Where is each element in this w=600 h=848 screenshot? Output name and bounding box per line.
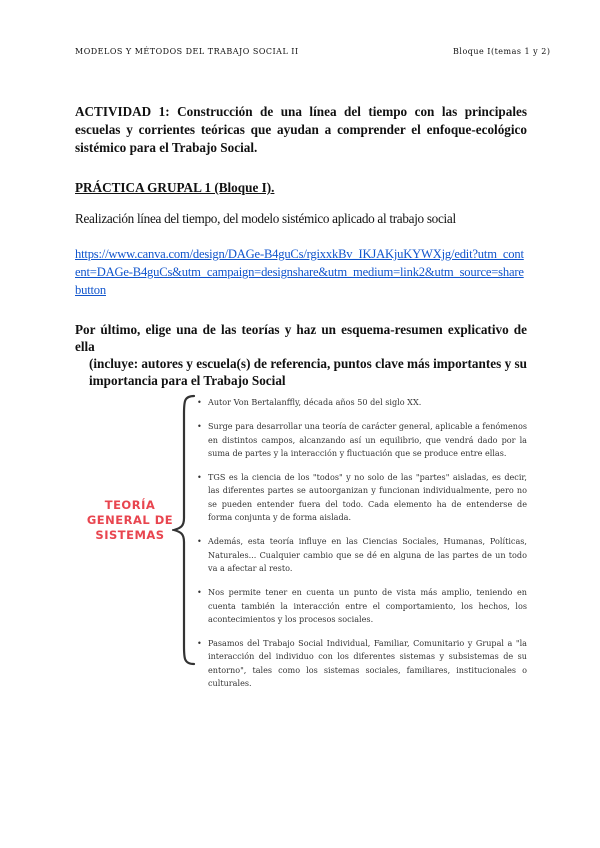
summary-bullet-list [197,396,527,690]
summary-bullet: • Autor Von Bertalanffly, década años 50 del siglo XX. [197,396,527,409]
canva-link[interactable]: https://www.canva.com/design/DAGe-B4guCs/rgixxkBv_IKJAKjuKYWXjg/edit?utm_content=DAGe-B4guCs&utm_campaign=designshare&utm_medium=link2&utm_source=sharebutton [75,247,524,297]
summary-bullet: • Nos permite tener en cuenta un punto de vista más amplio, teniendo en cuenta también la interacción entre el comportamiento, los hechos, los acontecimientos y los procesos sociales. [197,586,527,626]
summary-bullet: • Pasamos del Trabajo Social Individual, Familiar, Comunitario y Grupal a "la interacción del individuo con los diferentes sistemas y subsistemas de su entorno", tales como los sistemas sociales, familiares, institucionales o culturales. [197,637,527,690]
summary-bullet: • TGS es la ciencia de los "todos" y no solo de las "partes" aisladas, es decir, las diferentes partes se autoorganizan y funcionan individualmente, pero no se pueden entender fuera del todo. Cada elemento ha de entenderse de forma conjunta y de forma aislada. [197,471,527,524]
activity-heading: ACTIVIDAD 1: Construcción de una línea del tiempo con las principales escuelas y corrientes teóricas que ayudan a comprender el enfoque-ecológico sistémico para el Trabajo Social. [75,104,527,155]
diagram-title-line: TEORÍA [104,498,156,512]
practica-heading: PRÁCTICA GRUPAL 1 (Bloque I). [75,180,275,195]
summary-bullet: • Además, esta teoría influye en las Ciencias Sociales, Humanas, Políticas, Naturales... Cualquier cambio que se dé en alguna de las partes de un todo va a afectar al resto. [197,535,527,575]
diagram-title [80,498,180,543]
header-left: MODELOS Y MÉTODOS DEL TRABAJO SOCIAL II [75,47,299,56]
instruction-text [75,321,527,389]
instruction-line-2: (incluye: autores y escuela(s) de referencia, puntos clave más importantes y su importancia para el Trabajo Social [89,356,527,388]
summary-bullet: • Surge para desarrollar una teoría de carácter general, aplicable a fenómenos en distintos campos, alcanzando así un equilibrio, que vendrá dado por la suma de partes y la interacción y fluctuación que se produce entre ellas. [197,420,527,460]
header-right: Bloque I(temas 1 y 2) [453,47,551,56]
diagram-title-line: SISTEMAS [95,528,165,542]
realizacion-text: Realización línea del tiempo, del modelo sistémico aplicado al trabajo social [75,211,456,226]
instruction-line-1: Por último, elige una de las teorías y haz un esquema-resumen explicativo de ella [75,322,527,354]
diagram-title-line: GENERAL DE [86,513,174,527]
